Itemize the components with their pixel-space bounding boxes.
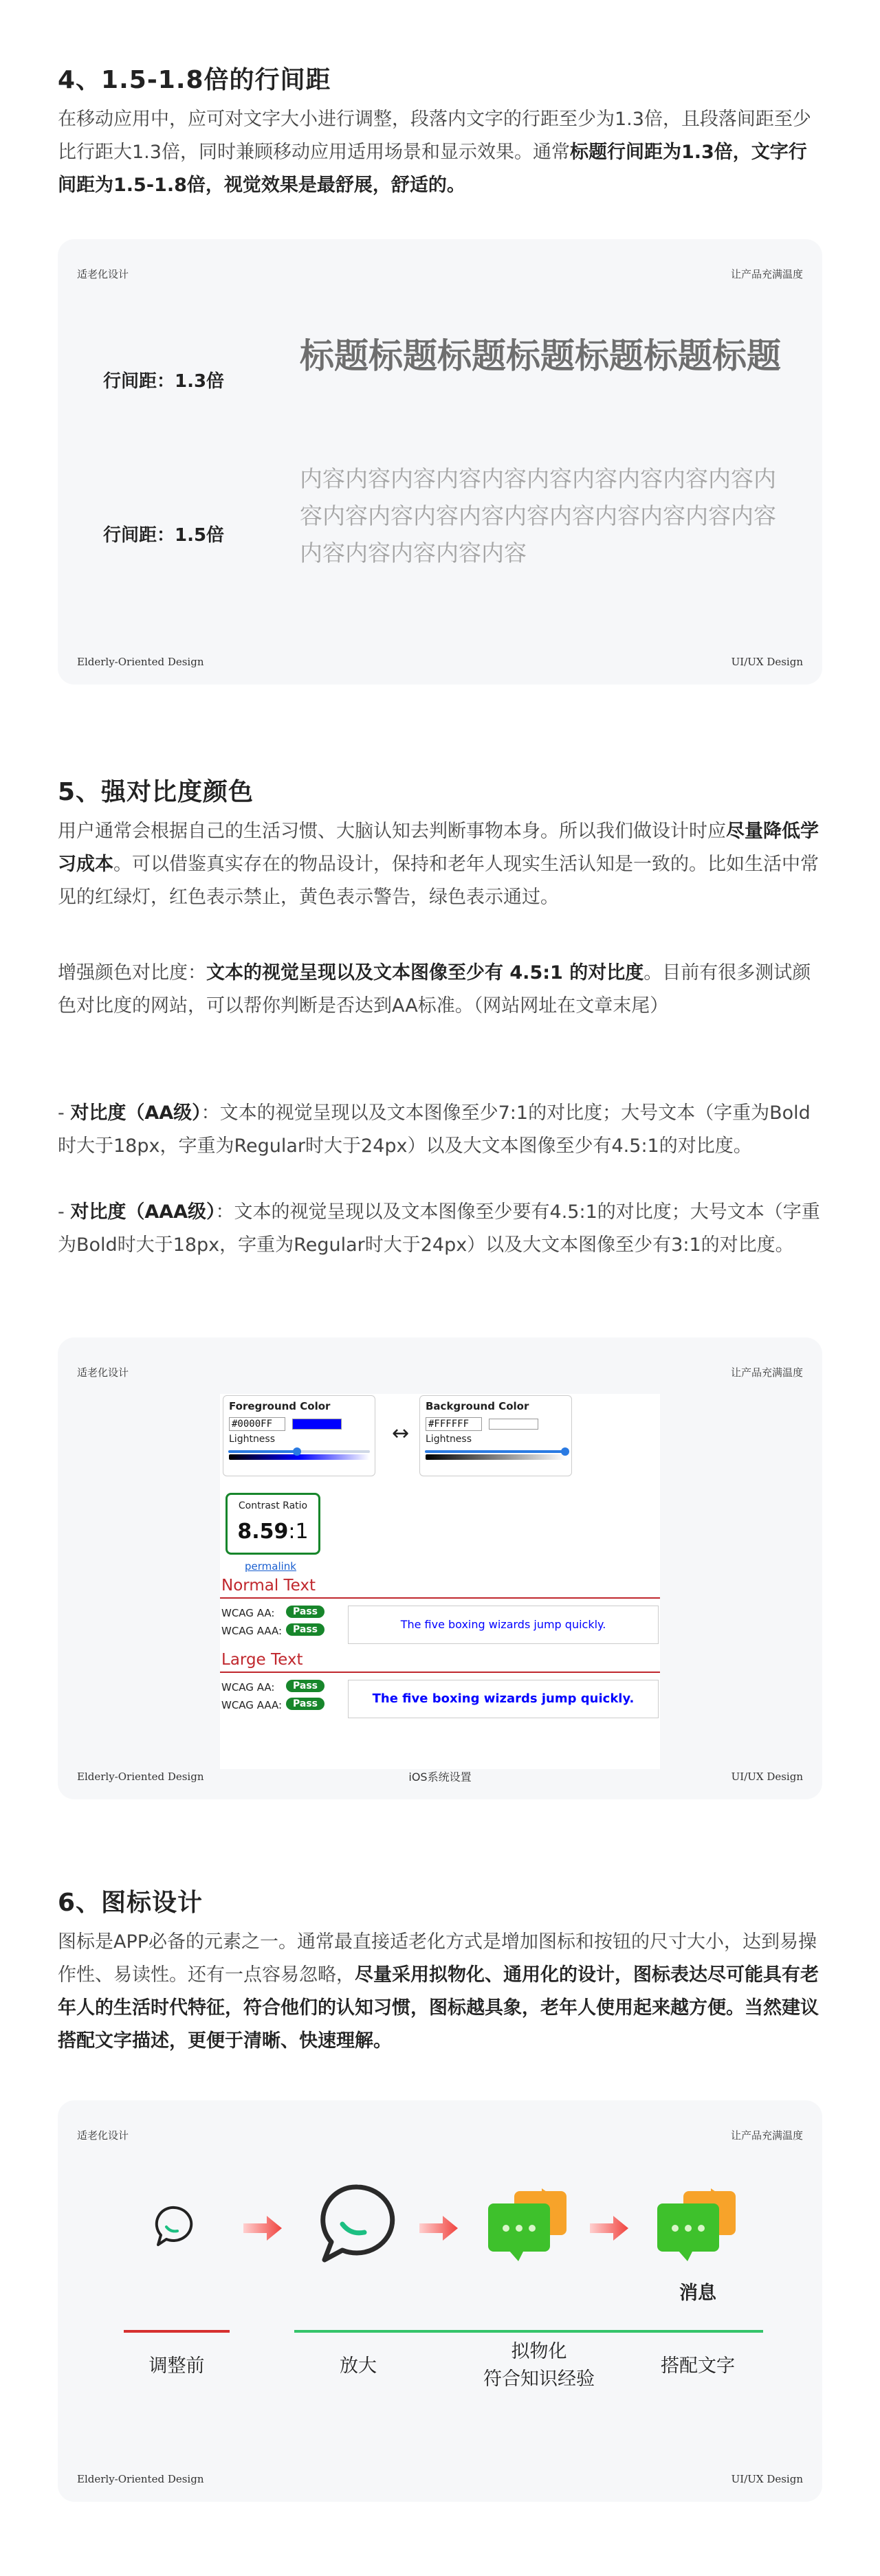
step-before-label: 调整前 [148,2355,205,2377]
contrast-ratio-value: 8.59 [237,1520,289,1544]
normal-text-sample: The five boxing wizards jump quickly. [348,1606,659,1644]
background-lightness-label: Lightness [426,1434,472,1445]
p3-c: ：文本的视觉呈现以及文本图像至少7:1的对比度；大号文本（字重为Bold时大于18px，字重为Regular时大于24px）以及大文本图像至少有4.5:1的对比度。 [58,1102,811,1157]
arrow-right-icon [243,2214,283,2242]
card-bottom-right-label: UI/UX Design [731,656,803,668]
section4-paragraph [58,103,822,202]
foreground-color-panel [223,1395,375,1476]
step-skeuomorphic-line1: 拟物化 [511,2341,567,2362]
contrast-ratio-label: Contrast Ratio [238,1500,308,1511]
chat-bubble-large-icon [315,2181,400,2264]
contrast-card [58,1337,822,1799]
large-text-divider [220,1672,660,1673]
section5-paragraph-4 [58,1196,822,1262]
line-height-card [58,239,822,685]
large-wcag-aaa-label: WCAG AAA: [221,1699,283,1711]
card-bottom-right-label: UI/UX Design [731,1770,803,1783]
p4-a: - [58,1201,71,1223]
card-bottom-left-label: Elderly-Oriented Design [77,2473,204,2485]
section6-para-normal: 图标是APP必备的元素之一。通常最直接适老化方式是增加图标和按钮的尺寸大小，达到易操作性、易读性。还有一点容易忽略， [58,1931,817,1986]
section6-paragraph [58,1926,822,2058]
section5-paragraph-2 [58,957,822,1023]
section5-paragraph-1 [58,815,822,914]
before-adjust-line [124,2330,230,2333]
p2-a: 增强颜色对比度： [58,962,206,984]
card-bottom-right-label: UI/UX Design [731,2473,803,2485]
demo-title-text: 标题标题标题标题标题标题标题 [300,336,781,376]
card-bottom-center-label: iOS系统设置 [408,1770,472,1784]
large-wcag-aa-pass-badge: Pass [286,1680,324,1692]
card-bottom-left-label: Elderly-Oriented Design [77,1770,204,1783]
normal-text-divider [220,1597,660,1599]
normal-wcag-aa-label: WCAG AA: [221,1607,275,1619]
section5-paragraph-3 [58,1097,822,1163]
background-slider-knob[interactable] [561,1447,569,1456]
card-top-right-label: 让产品充满温度 [730,268,803,280]
step-skeuomorphic-line2: 符合知识经验 [483,2368,595,2390]
step-with-text-label: 搭配文字 [661,2355,735,2377]
swap-colors-icon[interactable]: ↔ [392,1421,410,1445]
step-skeuomorphic-label [463,2338,615,2393]
foreground-hex-input[interactable]: #0000FF [229,1417,285,1431]
background-swatch[interactable] [489,1419,538,1430]
section4-para-normal: 在移动应用中，应可对文字大小进行调整，段落内文字的行距至少为1.3倍，且段落间距至少比行距大1.3倍，同时兼顾移动应用适用场景和显示效果。通常 [58,109,811,163]
background-lightness-gradient [426,1454,566,1460]
section6-title: 6、图标设计 [58,1889,204,1917]
foreground-lightness-label: Lightness [229,1434,276,1445]
foreground-color-title: Foreground Color [229,1400,331,1412]
permalink-link[interactable]: permalink [245,1560,296,1573]
foreground-slider-knob[interactable] [293,1447,301,1456]
large-wcag-aaa-pass-badge: Pass [286,1698,324,1710]
demo-body-text: 内容内容内容内容内容内容内容内容内容内容内容内容内容内容内容内容内容内容内容内容内容内容内容内容内容内容 [300,465,776,566]
section5-title: 5、强对比度颜色 [58,778,254,806]
skeuomorphic-message-icon [484,2188,573,2264]
background-lightness-slider[interactable] [425,1450,566,1453]
card-top-left-label: 适老化设计 [77,268,129,280]
background-color-panel [419,1395,572,1476]
p2-b: 文本的视觉呈现以及文本图像至少有 4.5:1 的对比度 [206,962,644,984]
foreground-swatch[interactable] [292,1419,342,1430]
section4-title: 4、1.5-1.8倍的行间距 [58,66,331,94]
contrast-ratio-box [226,1493,320,1555]
section6-para-bold: 尽量采用拟物化、通用化的设计，图标表达尽可能具有老年人的生活时代特征，符合他们的认知习惯，图标越具象，老年人使用起来越方便。当然建议搭配文字描述，更便于清晰、快速理解。 [58,1964,819,2052]
line-height-label-2: 行间距：1.5倍 [103,525,225,546]
card-top-left-label: 适老化设计 [77,1366,129,1379]
arrow-right-icon [419,2214,459,2242]
p1-b: 尽量降低学习成本 [58,821,819,875]
background-hex-input[interactable]: #FFFFFF [426,1417,482,1431]
p3-a: - [58,1102,71,1124]
normal-wcag-aaa-label: WCAG AAA: [221,1625,283,1637]
background-color-title: Background Color [426,1400,529,1412]
p1-c: 。可以借鉴真实存在的物品设计，保持和老年人现实生活认知是一致的。比如生活中常见的红绿灯，红色表示禁止，黄色表示警告，绿色表示通过。 [58,854,819,908]
arrow-right-icon [590,2214,630,2242]
card-bottom-left-label: Elderly-Oriented Design [77,656,204,668]
p4-c: ：文本的视觉呈现以及文本图像至少要有4.5:1的对比度；大号文本（字重为Bold时大于18px，字重为Regular时大于24px）以及大文本图像至少有3:1的对比度。 [58,1201,820,1256]
p2-c: 。目前有很多测试颜色对比度的网站，可以帮你判断是否达到AA标准。（网站网址在文章末尾） [58,962,811,1017]
card-top-left-label: 适老化设计 [77,2129,129,2142]
large-text-heading: Large Text [221,1651,303,1669]
step-enlarge-label: 放大 [340,2355,377,2377]
section4-para-bold: 标题行间距为1.3倍，文字行间距为1.5-1.8倍，视觉效果是最舒展，舒适的。 [58,142,807,196]
contrast-checker-screenshot [220,1394,660,1769]
normal-wcag-aaa-pass-badge: Pass [286,1623,324,1636]
p3-b: 对比度（AA级） [70,1102,201,1124]
normal-wcag-aa-pass-badge: Pass [286,1606,324,1618]
after-adjust-line [294,2330,763,2333]
p4-b: 对比度（AAA级） [70,1201,216,1223]
contrast-ratio-suffix: :1 [288,1520,309,1544]
skeuomorphic-message-with-label-icon [653,2188,742,2264]
card-top-right-label: 让产品充满温度 [730,2129,803,2142]
line-height-label-1: 行间距：1.3倍 [103,371,225,392]
normal-text-heading: Normal Text [221,1577,316,1595]
chat-bubble-small-icon [151,2203,198,2249]
card-top-right-label: 让产品充满温度 [730,1366,803,1379]
large-text-sample: The five boxing wizards jump quickly. [348,1680,659,1718]
message-label: 消息 [679,2283,716,2304]
large-wcag-aa-label: WCAG AA: [221,1681,275,1694]
p1-a: 用户通常会根据自己的生活习惯、大脑认知去判断事物本身。所以我们做设计时应 [58,821,726,842]
icon-design-card [58,2100,822,2502]
